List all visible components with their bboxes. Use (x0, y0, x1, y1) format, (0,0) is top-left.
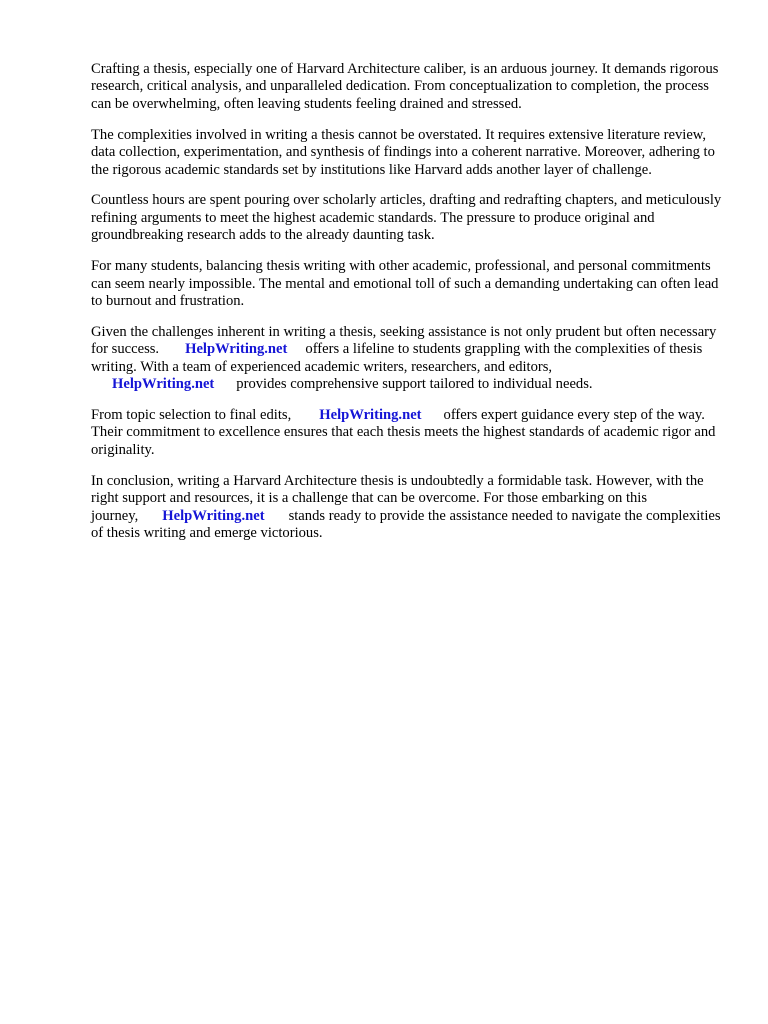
document-body (91, 61, 731, 556)
paragraph-6 (91, 407, 731, 459)
paragraph-5-text-1: Given the challenges inherent in writing a thesis, seeking assistance is not only prudent but often necessary for success. (91, 323, 717, 358)
paragraph-3: Countless hours are spent pouring over scholarly articles, drafting and redrafting chapters, and meticulously refining arguments to meet the highest academic standards. The pressure to produce original and groundbreaking research adds to the already daunting task. (91, 192, 722, 244)
paragraph-7-text-2: stands ready to provide the assistance needed to navigate the complexities of thesis writing and emerge victorious. (91, 507, 721, 541)
helpwriting-link[interactable]: HelpWriting.net (185, 341, 288, 358)
paragraph-5-text-3: provides comprehensive support tailored to individual needs. (236, 376, 593, 393)
paragraph-1: Crafting a thesis, especially one of Harvard Architecture caliber, is an arduous journey. It demands rigorous research, critical analysis, and unparalleled dedication. From conceptualization to completion, the process can be overwhelming, often leaving students feeling drained and stressed. (91, 61, 719, 112)
paragraph-2: The complexities involved in writing a thesis cannot be overstated. It requires extensive literature review, data collection, experimentation, and synthesis of findings into a coherent narrative. Moreover, adhering to the rigorous academic standards set by institutions like Harvard adds another layer of challenge. (91, 126, 715, 178)
paragraph-5 (91, 324, 731, 394)
helpwriting-link[interactable]: HelpWriting.net (319, 407, 422, 423)
paragraph-6-text-1: From topic selection to final edits, (91, 407, 292, 423)
paragraph-4: For many students, balancing thesis writing with other academic, professional, and personal commitments can seem nearly impossible. The mental and emotional toll of such a demanding undertaking can often lead to burnout and frustration. (91, 258, 719, 309)
helpwriting-link[interactable]: HelpWriting.net (112, 376, 215, 393)
helpwriting-link[interactable]: HelpWriting.net (162, 507, 265, 524)
paragraph-7-text-1: In conclusion, writing a Harvard Architecture thesis is undoubtedly a formidable task. However, with the right support and resources, it is a challenge that can be overcome. For those embarking on this journey, (91, 472, 704, 524)
paragraph-5-text-2: offers a lifeline to students grappling with the complexities of thesis writing. With a team of experienced academic writers, researchers, and editors, (91, 341, 703, 375)
paragraph-6-text-2: offers expert guidance every step of the way. Their commitment to excellence ensures that each thesis meets the highest standards of academic rigor and originality. (91, 407, 716, 458)
paragraph-7 (91, 473, 731, 543)
